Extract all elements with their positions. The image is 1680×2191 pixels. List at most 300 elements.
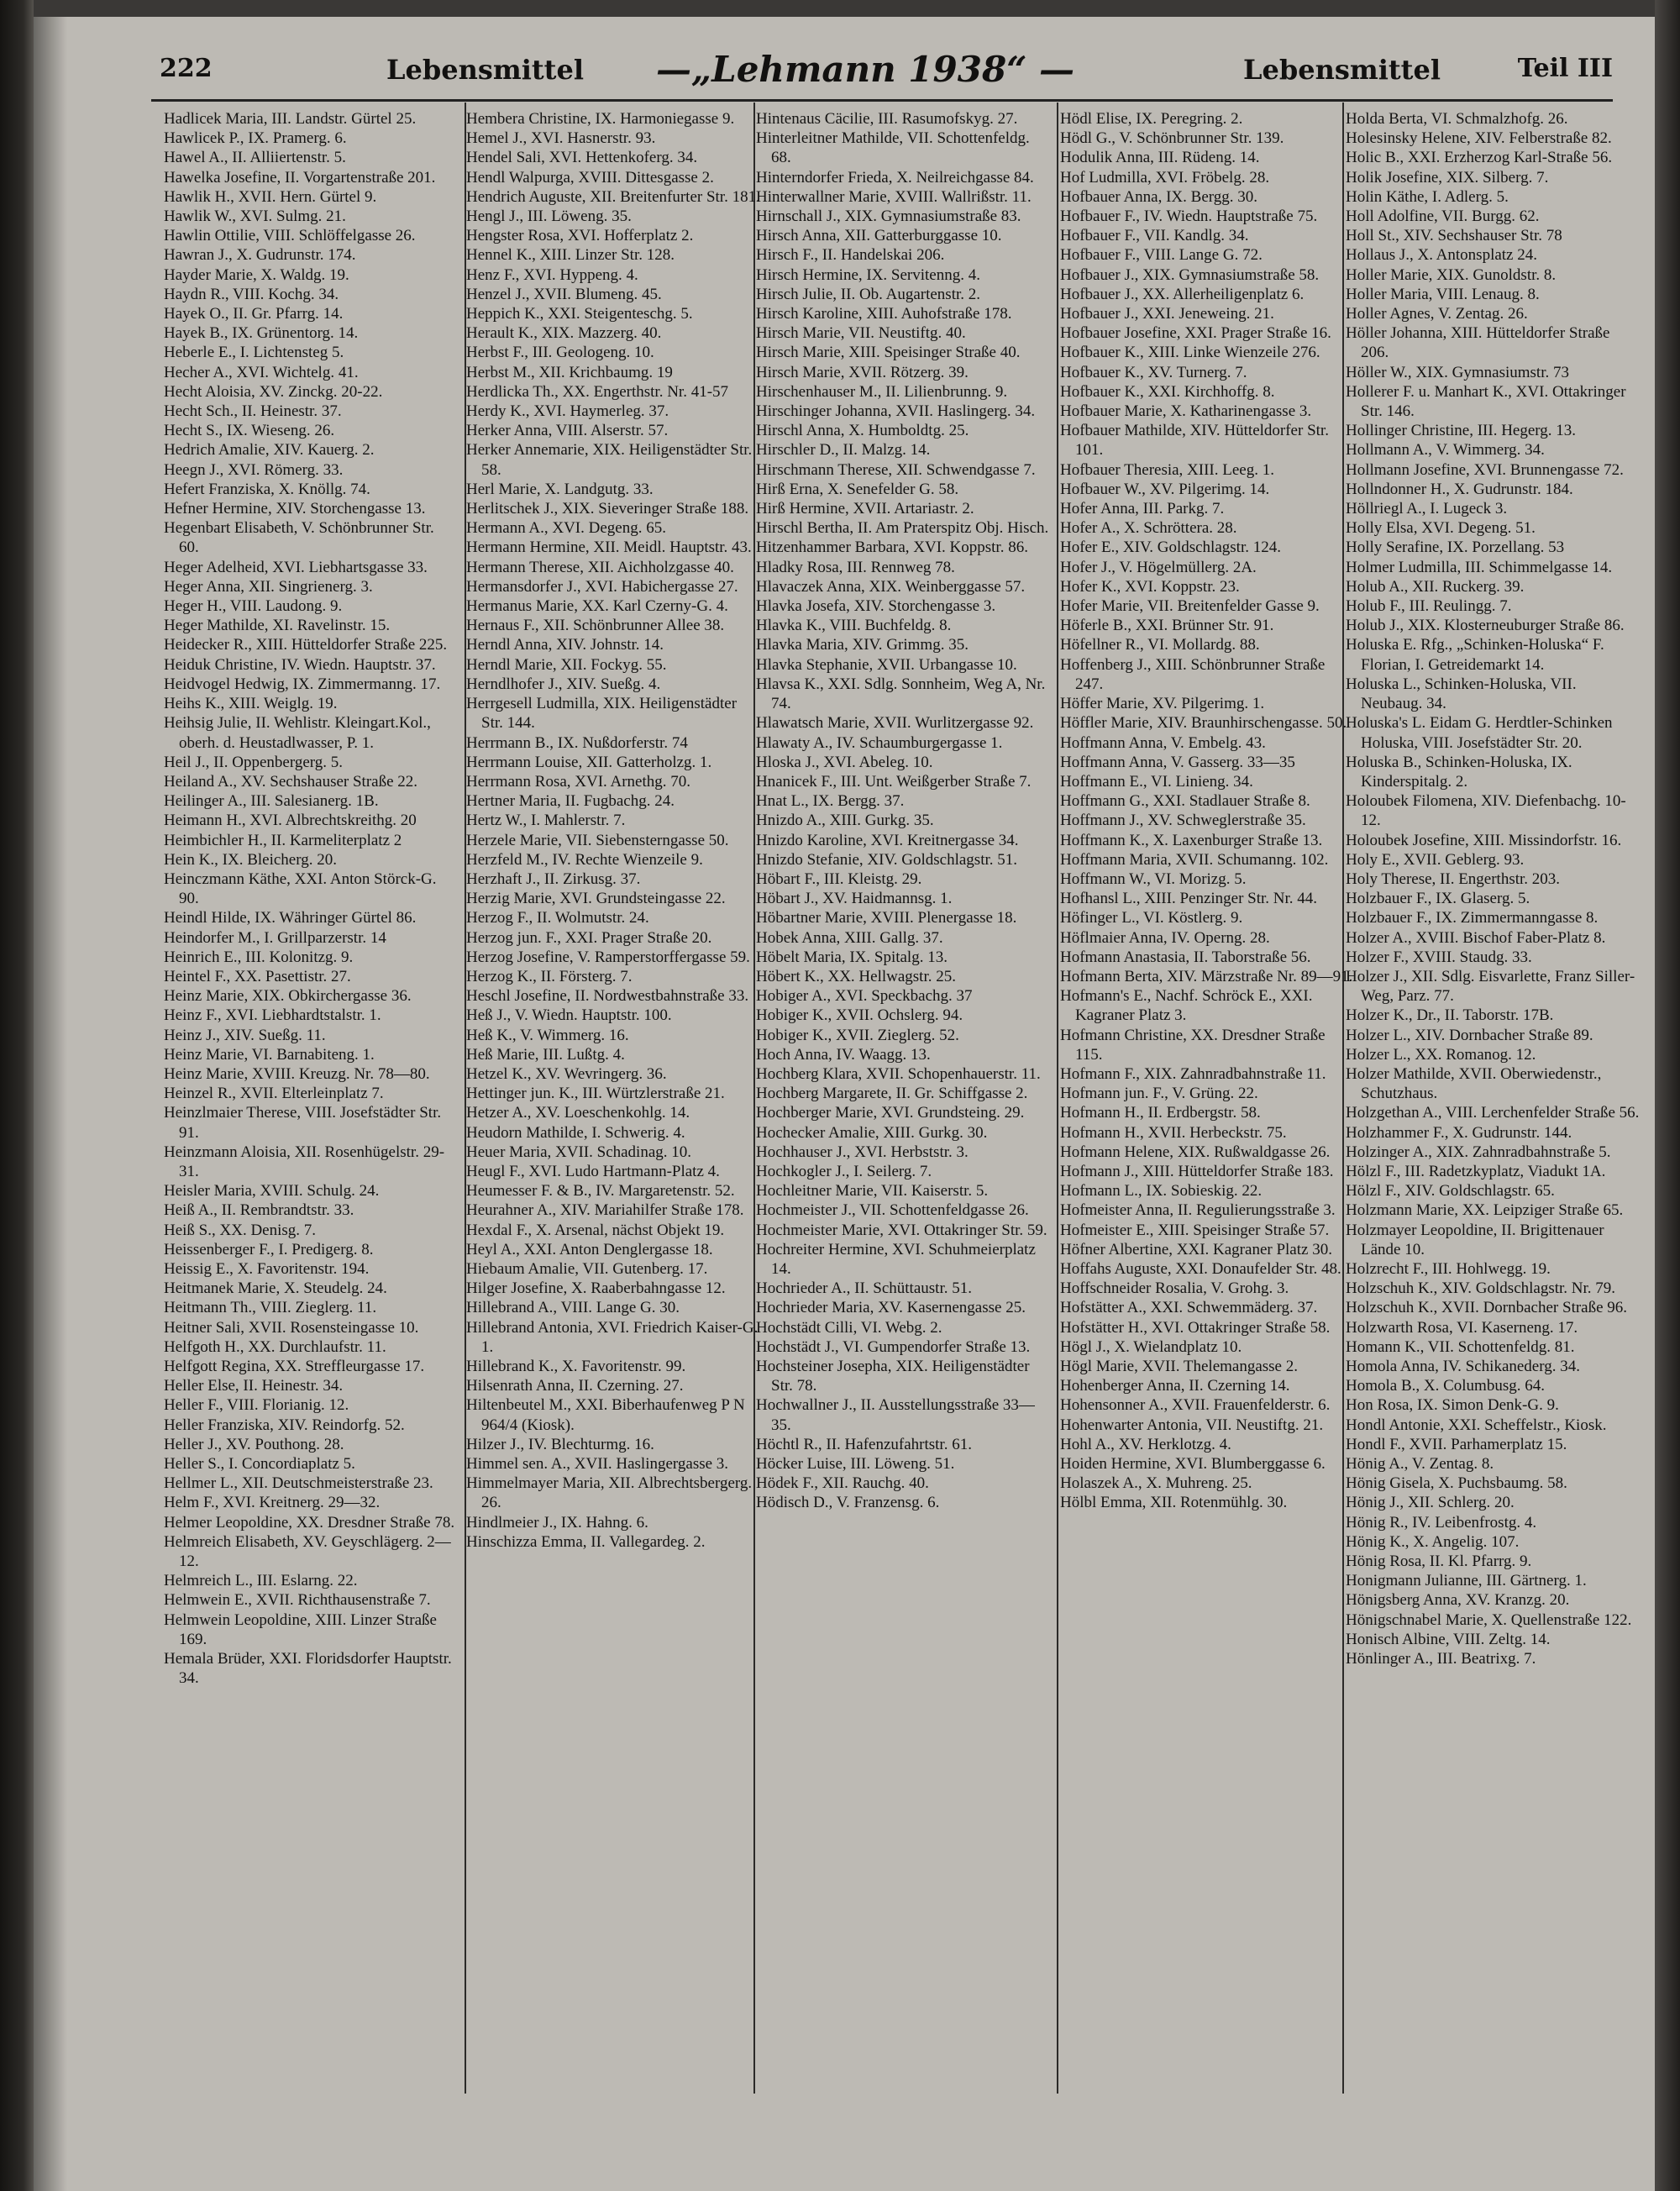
directory-entry: Hobiger A., XVI. Speckbachg. 37: [756, 987, 973, 1006]
directory-entry: Herzele Marie, VII. Siebensterngasse 50.: [466, 831, 729, 849]
directory-entry: Hönig K., X. Angelig. 107.: [1346, 1532, 1520, 1551]
directory-entry: Heidecker R., XIII. Hütteldorfer Straße 225.: [164, 636, 448, 654]
directory-entry: Heinzlmaier Therese, VIII. Josefstädter Str. 91.: [164, 1104, 442, 1142]
directory-entry: Högl Marie, XVII. Thelemangasse 2.: [1060, 1358, 1298, 1375]
directory-entry: Hirschmann Therese, XII. Schwendgasse 7.: [756, 460, 1036, 479]
directory-entry: Hofer Anna, III. Parkg. 7.: [1060, 500, 1225, 518]
directory-entry: Höbelt Maria, IX. Spitalg. 13.: [756, 948, 948, 966]
directory-entry: Hendl Walpurga, XVIII. Dittesgasse 2.: [466, 168, 714, 187]
directory-entry: Hobiger K., XVII. Ochslerg. 94.: [756, 1006, 963, 1025]
directory-entry: Heindorfer M., I. Grillparzerstr. 14: [164, 928, 386, 947]
directory-entry: Hofbauer Josefine, XXI. Prager Straße 16.: [1060, 324, 1331, 343]
directory-entry: Heihsig Julie, II. Wehlistr. Kleingart.Kol., oberh. d. Heustadlwasser, P. 1.: [164, 714, 431, 752]
directory-entry: Hilzer J., IV. Blechturmg. 16.: [466, 1435, 654, 1453]
directory-entry: Hofmann's E., Nachf. Schröck E., XXI. Kagraner Platz 3.: [1060, 987, 1313, 1025]
directory-entry: Hlavaczek Anna, XIX. Weinberggasse 57.: [756, 577, 1026, 596]
directory-entry: Holzmayer Leopoldine, II. Brigittenauer Lände 10.: [1346, 1221, 1604, 1258]
directory-entry: Hirsch Marie, VII. Neustiftg. 40.: [756, 324, 966, 343]
directory-entry: Holuska L., Schinken-Holuska, VII. Neubaug. 34.: [1346, 675, 1577, 713]
section-label: Teil III: [1517, 54, 1613, 83]
directory-entry: Hölbl Emma, XII. Rotenmühlg. 30.: [1060, 1494, 1288, 1512]
directory-entry: Hillebrand K., X. Favoritenstr. 99.: [466, 1358, 686, 1375]
directory-entry: Hettinger jun. K., III. Würtzlerstraße 21.: [466, 1085, 725, 1103]
directory-entry: Hönigsberg Anna, XV. Kranzg. 20.: [1346, 1591, 1570, 1610]
directory-entry: Höflmaier Anna, IV. Operng. 28.: [1060, 928, 1270, 947]
directory-entry: Hofer A., X. Schröttera. 28.: [1060, 519, 1237, 538]
directory-entry: Hendrich Auguste, XII. Breitenfurter Str. 181.: [466, 187, 760, 206]
directory-entry: Holler Marie, XIX. Gunoldstr. 8.: [1346, 265, 1557, 284]
directory-entry: Hofmeister E., XIII. Speisinger Straße 57.: [1060, 1221, 1330, 1239]
directory-entry: Herlitschek J., XIX. Sieveringer Straße 188.: [466, 500, 749, 518]
directory-entry: Holub F., III. Reulingg. 7.: [1346, 597, 1512, 616]
directory-entry: Holy Therese, II. Engerthstr. 203.: [1346, 870, 1561, 888]
directory-entry: Hendel Sali, XVI. Hettenkoferg. 34.: [466, 149, 698, 167]
directory-entry: Heinzmann Aloisia, XII. Rosenhügelstr. 29-31.: [164, 1143, 445, 1180]
directory-entry: Hofbauer K., XIII. Linke Wienzeile 276.: [1060, 344, 1320, 362]
directory-entry: Hollmann Josefine, XVI. Brunnengasse 72.: [1346, 460, 1624, 479]
directory-entry: Heller Franziska, XIV. Reindorfg. 52.: [164, 1416, 405, 1434]
directory-entry: Hollinger Christine, III. Hegerg. 13.: [1346, 422, 1577, 440]
directory-entry: Hondl Antonie, XXI. Scheffelstr., Kiosk.: [1346, 1416, 1607, 1434]
directory-entry: Hoffmann J., XV. Schweglerstraße 35.: [1060, 812, 1306, 830]
directory-entry: Hoffschneider Rosalia, V. Grohg. 3.: [1060, 1279, 1289, 1298]
directory-entry: Hofbauer Marie, X. Katharinengasse 3.: [1060, 402, 1312, 421]
directory-entry: Hiebaum Amalie, VII. Gutenberg. 17.: [466, 1259, 708, 1278]
directory-entry: Hödl G., V. Schönbrunner Str. 139.: [1060, 129, 1284, 148]
directory-entry: Hofstätter A., XXI. Schwemmäderg. 37.: [1060, 1299, 1318, 1317]
directory-entry: Hönig Rosa, II. Kl. Pfarrg. 9.: [1346, 1553, 1532, 1571]
directory-entry: Heinz Marie, VI. Barnabiteng. 1.: [164, 1045, 375, 1064]
right-running-title: Lebensmittel: [1243, 54, 1441, 86]
directory-entry: Holzer L., XIV. Dornbacher Straße 89.: [1346, 1026, 1593, 1044]
directory-entry: Homola B., X. Columbusg. 64.: [1346, 1377, 1545, 1395]
directory-entry: Höfellner R., VI. Mollardg. 88.: [1060, 636, 1260, 654]
directory-entry: Heinrich E., III. Kolonitzg. 9.: [164, 948, 354, 966]
directory-entry: Hofer Marie, VII. Breitenfelder Gasse 9.: [1060, 597, 1320, 616]
directory-entry: Hawran J., X. Gudrunstr. 174.: [164, 246, 356, 265]
directory-entry: Hofmann jun. F., V. Grüng. 22.: [1060, 1085, 1258, 1103]
directory-entry: Heitmanek Marie, X. Steudelg. 24.: [164, 1279, 387, 1298]
directory-entry: Heß Marie, III. Lußtg. 4.: [466, 1045, 625, 1064]
directory-entry: Holaszek A., X. Muhreng. 25.: [1060, 1474, 1252, 1493]
directory-entry: Hölzl F., III. Radetzkyplatz, Viadukt 1A.: [1346, 1162, 1606, 1180]
directory-entry: Hetzel K., XV. Wevringerg. 36.: [466, 1064, 667, 1083]
directory-entry: Hochstädt J., VI. Gumpendorfer Straße 13.: [756, 1337, 1031, 1356]
directory-entry: Hofbauer J., XXI. Jeneweing. 21.: [1060, 305, 1274, 323]
directory-entry: Hoiden Hermine, XVI. Blumberggasse 6.: [1060, 1455, 1326, 1474]
directory-entry: Holik Josefine, XIX. Silberg. 7.: [1346, 168, 1549, 187]
directory-entry: Heilinger A., III. Salesianerg. 1B.: [164, 792, 379, 811]
directory-entry: Homola Anna, IV. Schikanederg. 34.: [1346, 1358, 1580, 1375]
directory-entry: Holler Maria, VIII. Lenaug. 8.: [1346, 285, 1540, 303]
directory-entry: Hayek B., IX. Grünentorg. 14.: [164, 324, 359, 343]
column-5: [1346, 109, 1640, 1668]
directory-entry: Herrgesell Ludmilla, XIX. Heiligenstädter Str. 144.: [466, 695, 738, 733]
directory-entry: Hofmann F., XIX. Zahnradbahnstraße 11.: [1060, 1064, 1326, 1083]
directory-entry: Hoffmann W., VI. Morizg. 5.: [1060, 870, 1247, 888]
directory-entry: Hollndonner H., X. Gudrunstr. 184.: [1346, 480, 1573, 498]
directory-entry: Hofmann H., XVII. Herbeckstr. 75.: [1060, 1123, 1287, 1142]
directory-entry: Hönigschnabel Marie, X. Quellenstraße 122.: [1346, 1610, 1632, 1629]
directory-entry: Holda Berta, VI. Schmalzhofg. 26.: [1346, 110, 1568, 128]
directory-entry: Herrmann B., IX. Nußdorferstr. 74: [466, 733, 688, 752]
directory-entry: Hönig J., XII. Schlerg. 20.: [1346, 1494, 1515, 1512]
directory-entry: Hochecker Amalie, XIII. Gurkg. 30.: [756, 1123, 988, 1142]
directory-entry: Hertner Maria, II. Fugbachg. 24.: [466, 792, 675, 811]
directory-entry: Hexdal F., X. Arsenal, nächst Objekt 19.: [466, 1221, 725, 1239]
directory-entry: Hofbauer Mathilde, XIV. Hütteldorfer Str. 101.: [1060, 422, 1329, 460]
directory-entry: Hofbauer Theresia, XIII. Leeg. 1.: [1060, 460, 1274, 479]
directory-entry: Hödisch D., V. Franzensg. 6.: [756, 1494, 940, 1512]
directory-entry: Heiß A., II. Rembrandtstr. 33.: [164, 1201, 354, 1220]
directory-entry: Hofmann L., IX. Sobieskig. 22.: [1060, 1182, 1263, 1201]
directory-entry: Heisler Maria, XVIII. Schulg. 24.: [164, 1182, 380, 1201]
directory-entry: Hayek O., II. Gr. Pfarrg. 14.: [164, 305, 344, 323]
directory-entry: Hofer J., V. Högelmüllerg. 2A.: [1060, 558, 1257, 576]
directory-entry: Hlavsa K., XXI. Sdlg. Sonnheim, Weg A, Nr. 74.: [756, 675, 1046, 713]
directory-entry: Hegenbart Elisabeth, V. Schönbrunner Str. 60.: [164, 519, 434, 557]
directory-entry: Holesinsky Helene, XIV. Felberstraße 82.: [1346, 129, 1612, 148]
directory-entry: Heller Else, II. Heinestr. 34.: [164, 1377, 344, 1395]
directory-entry: Hödl Elise, IX. Peregring. 2.: [1060, 110, 1243, 128]
directory-entry: Hoffmann E., VI. Linieng. 34.: [1060, 772, 1253, 791]
directory-entry: Holzer L., XX. Romanog. 12.: [1346, 1045, 1536, 1064]
directory-entry: Heger H., VIII. Laudong. 9.: [164, 597, 343, 616]
directory-entry: Holzer J., XII. Sdlg. Eisvarlette, Franz Siller-Weg, Parz. 77.: [1346, 967, 1635, 1006]
directory-entry: Holly Elsa, XVI. Degeng. 51.: [1346, 519, 1536, 538]
directory-entry: Hoffahs Auguste, XXI. Donaufelder Str. 48.: [1060, 1259, 1341, 1278]
directory-entry: Holin Käthe, I. Adlerg. 5.: [1346, 187, 1509, 206]
directory-entry: Hecht Aloisia, XV. Zinckg. 20-22.: [164, 382, 383, 401]
directory-entry: Hofmeister Anna, II. Regulierungsstraße 3.: [1060, 1201, 1336, 1220]
directory-entry: Heintel F., XX. Pasettistr. 27.: [164, 967, 351, 985]
directory-entry: Herrmann Rosa, XVI. Arnethg. 70.: [466, 772, 691, 791]
directory-entry: Hochberg Klara, XVII. Schopenhauerstr. 11.: [756, 1064, 1041, 1083]
directory-entry: Hönig Gisela, X. Puchsbaumg. 58.: [1346, 1474, 1567, 1493]
directory-entry: Holmer Ludmilla, III. Schimmelgasse 14.: [1346, 558, 1613, 576]
directory-entry: Hemel J., XVI. Hasnerstr. 93.: [466, 129, 656, 148]
directory-entry: Hirsch Karoline, XIII. Auhofstraße 178.: [756, 305, 1012, 323]
directory-entry: Hermann Therese, XII. Aichholzgasse 40.: [466, 558, 734, 576]
directory-entry: Herzog Josefine, V. Ramperstorffergasse 59.: [466, 948, 750, 966]
directory-entry: Höfinger L., VI. Köstlerg. 9.: [1060, 909, 1243, 927]
directory-entry: Höllriegl A., I. Lugeck 3.: [1346, 500, 1508, 518]
directory-entry: Hofbauer F., IV. Wiedn. Hauptstraße 75.: [1060, 208, 1318, 226]
directory-entry: Hedrich Amalie, XIV. Kauerg. 2.: [164, 441, 375, 460]
directory-entry: Hobiger K., XVII. Zieglerg. 52.: [756, 1026, 959, 1044]
directory-entry: Heil J., II. Oppenbergerg. 5.: [164, 753, 343, 771]
directory-entry: Höffer Marie, XV. Pilgerimg. 1.: [1060, 695, 1265, 713]
directory-entry: Hollaus J., X. Antonsplatz 24.: [1346, 246, 1537, 265]
directory-entry: Herbst F., III. Geologeng. 10.: [466, 344, 654, 362]
directory-entry: Helm F., XVI. Kreitnerg. 29—32.: [164, 1494, 381, 1512]
directory-entry: Hindlmeier J., IX. Hahng. 6.: [466, 1513, 648, 1532]
directory-entry: Heegn J., XVI. Römerg. 33.: [164, 460, 344, 479]
directory-entry: Högl J., X. Wielandplatz 10.: [1060, 1337, 1242, 1356]
directory-entry: Herzig Marie, XVI. Grundsteingasse 22.: [466, 890, 726, 908]
directory-entry: Hawel A., II. Alliiertenstr. 5.: [164, 149, 346, 167]
directory-entry: Helmwein E., XVII. Richthausenstraße 7.: [164, 1591, 431, 1610]
directory-entry: Heissenberger F., I. Predigerg. 8.: [164, 1240, 374, 1258]
directory-entry: Heger Mathilde, XI. Ravelinstr. 15.: [164, 617, 391, 635]
directory-entry: Holy E., XVII. Geblerg. 93.: [1346, 850, 1525, 869]
directory-entry: Holzinger A., XIX. Zahnradbahnstraße 5.: [1346, 1143, 1611, 1161]
directory-entry: Heimbichler H., II. Karmeliterplatz 2: [164, 831, 402, 849]
directory-entry: Hirsch Julie, II. Ob. Augartenstr. 2.: [756, 285, 981, 303]
page-header: [126, 49, 1613, 99]
directory-entry: Hillebrand A., VIII. Lange G. 30.: [466, 1299, 680, 1317]
directory-entry: Hoffmann Maria, XVII. Schumanng. 102.: [1060, 850, 1329, 869]
directory-entry: Hoffenberg J., XIII. Schönbrunner Straße 247.: [1060, 655, 1326, 693]
directory-entry: Höbart F., III. Kleistg. 29.: [756, 870, 922, 888]
directory-entry: Hirsch Hermine, IX. Servitenng. 4.: [756, 265, 980, 284]
directory-entry: Heurahner A., XIV. Mariahilfer Straße 178.: [466, 1201, 744, 1220]
directory-entry: Hirsch Anna, XII. Gatterburggasse 10.: [756, 227, 1002, 245]
directory-entry: Höcker Luise, III. Löweng. 51.: [756, 1455, 955, 1474]
directory-entry: Hecher A., XVI. Wichtelg. 41.: [164, 363, 359, 381]
directory-entry: Herzog K., II. Försterg. 7.: [466, 967, 633, 985]
directory-entry: Heuer Maria, XVII. Schadinag. 10.: [466, 1143, 692, 1161]
column-1: [164, 109, 458, 1688]
directory-entry: Hermanus Marie, XX. Karl Czerny-G. 4.: [466, 597, 728, 616]
directory-entry: Herbst M., XII. Krichbaumg. 19: [466, 363, 673, 381]
directory-entry: Heinzel R., XVII. Elterleinplatz 7.: [164, 1085, 384, 1103]
directory-entry: Heindl Hilde, IX. Währinger Gürtel 86.: [164, 909, 417, 927]
column-4: [1060, 109, 1354, 1513]
directory-entry: Heger Adelheid, XVI. Liebhartsgasse 33.: [164, 558, 428, 576]
directory-entry: Hinterleitner Mathilde, VII. Schottenfeldg. 68.: [756, 129, 1030, 167]
directory-entry: Höferle B., XXI. Brünner Str. 91.: [1060, 617, 1274, 635]
directory-entry: Hlavka Maria, XIV. Grimmg. 35.: [756, 636, 969, 654]
directory-entry: Hofbauer K., XXI. Kirchhoffg. 8.: [1060, 382, 1275, 401]
center-title: —„Lehmann 1938“ —: [656, 49, 1074, 90]
directory-entry: Hermansdorfer J., XVI. Habichergasse 27.: [466, 577, 738, 596]
directory-entry: Hladky Rosa, III. Rennweg 78.: [756, 558, 955, 576]
directory-entry: Hofmann J., XIII. Hütteldorfer Straße 183.: [1060, 1162, 1334, 1180]
directory-entry: Hinschizza Emma, II. Vallegardeg. 2.: [466, 1532, 706, 1551]
directory-entry: Hawelka Josefine, II. Vorgartenstraße 201.: [164, 168, 436, 187]
directory-entry: Hoffmann K., X. Laxenburger Straße 13.: [1060, 831, 1323, 849]
directory-entry: Hofbauer K., XV. Turnerg. 7.: [1060, 363, 1247, 381]
directory-entry: Heß J., V. Wiedn. Hauptstr. 100.: [466, 1006, 672, 1025]
directory-entry: Heinz Marie, XIX. Obkirchergasse 36.: [164, 987, 412, 1006]
directory-entry: Hofer K., XVI. Koppstr. 23.: [1060, 577, 1240, 596]
directory-entry: Hirß Hermine, XVII. Artariastr. 2.: [756, 500, 974, 518]
directory-entry: Heschl Josefine, II. Nordwestbahnstraße 33.: [466, 987, 749, 1006]
directory-entry: Helfgott Regina, XX. Streffleurgasse 17.: [164, 1358, 425, 1375]
directory-entry: Hitzenhammer Barbara, XVI. Koppstr. 86.: [756, 539, 1028, 557]
page-edge-shadow: [1655, 0, 1680, 2191]
directory-entry: Homann K., VII. Schottenfeldg. 81.: [1346, 1337, 1575, 1356]
directory-entry: Hofbauer J., XIX. Gymnasiumstraße 58.: [1060, 265, 1320, 284]
column-2: [466, 109, 760, 1552]
directory-entry: Hoffmann G., XXI. Stadlauer Straße 8.: [1060, 792, 1310, 811]
directory-entry: Heudorn Mathilde, I. Schwerig. 4.: [466, 1123, 685, 1142]
directory-entry: Heß K., V. Wimmerg. 16.: [466, 1026, 629, 1044]
directory-entry: Heyl A., XXI. Anton Denglergasse 18.: [466, 1240, 713, 1258]
directory-entry: Holzer A., XVIII. Bischof Faber-Platz 8.: [1346, 928, 1606, 947]
directory-entry: Hofbauer F., VIII. Lange G. 72.: [1060, 246, 1263, 265]
directory-entry: Hembera Christine, IX. Harmoniegasse 9.: [466, 110, 735, 128]
directory-entry: Holzer K., Dr., II. Taborstr. 17B.: [1346, 1006, 1554, 1025]
directory-entry: Höller Johanna, XIII. Hütteldorfer Straße 206.: [1346, 324, 1610, 362]
directory-entry: Höffler Marie, XIV. Braunhirschengasse. 50.: [1060, 714, 1347, 733]
directory-entry: Hochreiter Hermine, XVI. Schuhmeierplatz 14.: [756, 1240, 1036, 1278]
directory-entry: Holzhammer F., X. Gudrunstr. 144.: [1346, 1123, 1572, 1142]
directory-entry: Hochstädt Cilli, VI. Webg. 2.: [756, 1318, 942, 1337]
directory-entry: Holoubek Filomena, XIV. Diefenbachg. 10-12.: [1346, 792, 1626, 830]
directory-entry: Himmelmayer Maria, XII. Albrechtsbergerg. 26.: [466, 1474, 753, 1512]
directory-entry: Hochmeister Marie, XVI. Ottakringer Str. 59.: [756, 1221, 1047, 1239]
directory-entry: Holzwarth Rosa, VI. Kaserneng. 17.: [1346, 1318, 1578, 1337]
directory-entry: Herzfeld M., IV. Rechte Wienzeile 9.: [466, 850, 703, 869]
directory-entry: Henz F., XVI. Hyppeng. 4.: [466, 265, 638, 284]
directory-entry: Hochberger Marie, XVI. Grundsteing. 29.: [756, 1104, 1025, 1122]
directory-entry: Heiß S., XX. Denisg. 7.: [164, 1221, 317, 1239]
directory-entry: Holzer F., XVIII. Staudg. 33.: [1346, 948, 1532, 966]
directory-entry: Holuska's L. Eidam G. Herdtler-Schinken Holuska, VIII. Josefstädter Str. 20.: [1346, 714, 1613, 752]
directory-entry: Hadlicek Maria, III. Landstr. Gürtel 25.: [164, 110, 417, 128]
directory-entry: Holzbauer F., IX. Zimmermanngasse 8.: [1346, 909, 1599, 927]
directory-entry: Hirß Erna, X. Senefelder G. 58.: [756, 480, 959, 498]
directory-entry: Hollmann A., V. Wimmerg. 34.: [1346, 441, 1545, 460]
directory-entry: Himmel sen. A., XVII. Haslingergasse 3.: [466, 1455, 729, 1474]
directory-entry: Heberle E., I. Lichtensteg 5.: [164, 344, 344, 362]
directory-entry: Hefert Franziska, X. Knöllg. 74.: [164, 480, 370, 498]
book-binding-shadow: [0, 0, 34, 2191]
directory-entry: Hawlin Ottilie, VIII. Schlöffelgasse 26.: [164, 227, 416, 245]
directory-entry: Holzmann Marie, XX. Leipziger Straße 65.: [1346, 1201, 1624, 1220]
directory-entry: Höbartner Marie, XVIII. Plenergasse 18.: [756, 909, 1017, 927]
directory-entry: Herdlicka Th., XX. Engerthstr. Nr. 41-57: [466, 382, 729, 401]
directory-entry: Hofmann Anastasia, II. Taborstraße 56.: [1060, 948, 1311, 966]
directory-entry: Hoch Anna, IV. Waagg. 13.: [756, 1045, 931, 1064]
directory-entry: Hecht S., IX. Wieseng. 26.: [164, 422, 335, 440]
directory-entry: Hirschl Anna, X. Humboldtg. 25.: [756, 422, 969, 440]
directory-entry: Holzbauer F., IX. Glaserg. 5.: [1346, 890, 1530, 908]
directory-entry: Hlavka K., VIII. Buchfeldg. 8.: [756, 617, 952, 635]
directory-entry: Hnizdo Stefanie, XIV. Goldschlagstr. 51.: [756, 850, 1017, 869]
directory-entry: Heller S., I. Concordiaplatz 5.: [164, 1455, 355, 1474]
directory-entry: Hernaus F., XII. Schönbrunner Allee 38.: [466, 617, 725, 635]
directory-entry: Hochwallner J., II. Ausstellungsstraße 33—35.: [756, 1396, 1035, 1434]
directory-entry: Haydn R., VIII. Kochg. 34.: [164, 285, 339, 303]
directory-entry: Heiland A., XV. Sechshauser Straße 22.: [164, 772, 418, 791]
directory-entry: Hochrieder A., II. Schüttaustr. 51.: [756, 1279, 972, 1298]
directory-entry: Hochmeister J., VII. Schottenfeldgasse 26.: [756, 1201, 1029, 1220]
directory-entry: Holub A., XII. Ruckerg. 39.: [1346, 577, 1525, 596]
directory-entry: Holzrecht F., III. Hohlwegg. 19.: [1346, 1259, 1551, 1278]
directory-entry: Höller W., XIX. Gymnasiumstr. 73: [1346, 363, 1569, 381]
directory-entry: Hohenwarter Antonia, VII. Neustiftg. 21.: [1060, 1416, 1324, 1434]
directory-entry: Herrmann Louise, XII. Gatterholzg. 1.: [466, 753, 712, 771]
directory-entry: Heinczmann Käthe, XXI. Anton Störck-G. 90.: [164, 870, 437, 908]
directory-entry: Herndlhofer J., XIV. Sueßg. 4.: [466, 675, 661, 693]
directory-entry: Holzer Mathilde, XVII. Oberwiedenstr., Schutzhaus.: [1346, 1064, 1602, 1103]
directory-entry: Helfgoth H., XX. Durchlaufstr. 11.: [164, 1337, 386, 1356]
directory-entry: Höfner Albertine, XXI. Kagraner Platz 30.: [1060, 1240, 1332, 1258]
page-number: 222: [160, 54, 213, 83]
directory-entry: Hochhauser J., XVI. Herbststr. 3.: [756, 1143, 969, 1161]
directory-entry: Heller F., VIII. Florianig. 12.: [164, 1396, 349, 1415]
directory-entry: Herzog jun. F., XXI. Prager Straße 20.: [466, 928, 712, 947]
directory-entry: Hofbauer Anna, IX. Bergg. 30.: [1060, 187, 1257, 206]
directory-entry: Herker Annemarie, XIX. Heiligenstädter Str. 58.: [466, 441, 753, 479]
directory-entry: Hofbauer F., VII. Kandlg. 34.: [1060, 227, 1249, 245]
directory-entry: Hofbauer W., XV. Pilgerimg. 14.: [1060, 480, 1270, 498]
directory-entry: Hohl A., XV. Herklotzg. 4.: [1060, 1435, 1231, 1453]
directory-entry: Herdy K., XVI. Haymerleg. 37.: [466, 402, 669, 421]
directory-entry: Hofmann Helene, XIX. Rußwaldgasse 26.: [1060, 1143, 1331, 1161]
directory-entry: Hochberg Margarete, II. Gr. Schiffgasse 2.: [756, 1085, 1028, 1103]
directory-entry: Hengster Rosa, XVI. Hofferplatz 2.: [466, 227, 694, 245]
directory-entry: Hohenberger Anna, II. Czerning 14.: [1060, 1377, 1290, 1395]
directory-entry: Hof Ludmilla, XVI. Fröbelg. 28.: [1060, 168, 1270, 187]
directory-entry: Holic B., XXI. Erzherzog Karl-Straße 56.: [1346, 149, 1613, 167]
directory-entry: Hobek Anna, XIII. Gallg. 37.: [756, 928, 943, 947]
directory-entry: Hochleitner Marie, VII. Kaiserstr. 5.: [756, 1182, 989, 1201]
directory-entry: Hohensonner A., XVII. Frauenfelderstr. 6.: [1060, 1396, 1331, 1415]
directory-entry: Hofbauer J., XX. Allerheiligenplatz 6.: [1060, 285, 1305, 303]
directory-entry: Heinz Marie, XVIII. Kreuzg. Nr. 78—80.: [164, 1064, 430, 1083]
directory-entry: Hellmer L., XII. Deutschmeisterstraße 23.: [164, 1474, 433, 1493]
directory-entry: Heitner Sali, XVII. Rosensteingasse 10.: [164, 1318, 419, 1337]
directory-entry: Hnizdo Karoline, XVI. Kreitnergasse 34.: [756, 831, 1019, 849]
directory-entry: Holub J., XIX. Klosterneuburger Straße 86.: [1346, 617, 1625, 635]
directory-entry: Hirsch F., II. Handelskai 206.: [756, 246, 945, 265]
directory-entry: Hlavka Stephanie, XVII. Urbangasse 10.: [756, 655, 1017, 674]
directory-entry: Heugl F., XVI. Ludo Hartmann-Platz 4.: [466, 1162, 720, 1180]
header-rule: [151, 99, 1613, 102]
directory-entry: Hofmann Christine, XX. Dresdner Straße 115.: [1060, 1026, 1326, 1064]
directory-entry: Hertz W., I. Mahlerstr. 7.: [466, 812, 626, 830]
directory-entry: Hefner Hermine, XIV. Storchengasse 13.: [164, 500, 426, 518]
directory-entry: Hinterndorfer Frieda, X. Neilreichgasse 84.: [756, 168, 1034, 187]
directory-entry: Hlavka Josefa, XIV. Storchengasse 3.: [756, 597, 996, 616]
directory-entry: Hennel K., XIII. Linzer Str. 128.: [466, 246, 675, 265]
directory-entry: Holler Agnes, V. Zentag. 26.: [1346, 305, 1528, 323]
directory-entry: Holl St., XIV. Sechshauser Str. 78: [1346, 227, 1562, 245]
directory-entry: Hemala Brüder, XXI. Floridsdorfer Hauptstr. 34.: [164, 1650, 452, 1688]
directory-entry: Hloska J., XVI. Abeleg. 10.: [756, 753, 933, 771]
directory-entry: Hecht Sch., II. Heinestr. 37.: [164, 402, 342, 421]
directory-entry: Heinz J., XIV. Sueßg. 11.: [164, 1026, 326, 1044]
directory-entry: Honisch Albine, VIII. Zeltg. 14.: [1346, 1630, 1551, 1648]
directory-entry: Hnanicek F., III. Unt. Weißgerber Straße 7.: [756, 772, 1032, 791]
directory-entry: Hilsenrath Anna, II. Czerning. 27.: [466, 1377, 684, 1395]
directory-entry: Helmer Leopoldine, XX. Dresdner Straße 78.: [164, 1513, 455, 1532]
directory-entry: Helmreich Elisabeth, XV. Geyschlägerg. 2—12.: [164, 1532, 451, 1571]
directory-entry: Hnat L., IX. Bergg. 37.: [756, 792, 905, 811]
directory-entry: Heiduk Christine, IV. Wiedn. Hauptstr. 37.: [164, 655, 436, 674]
directory-entry: Hengl J., III. Löweng. 35.: [466, 208, 632, 226]
directory-entry: Hnizdo A., XIII. Gurkg. 35.: [756, 812, 934, 830]
directory-entry: Hawlik W., XVI. Sulmg. 21.: [164, 208, 346, 226]
directory-entry: Helmwein Leopoldine, XIII. Linzer Straße 169.: [164, 1610, 437, 1648]
directory-entry: Hödek F., XII. Rauchg. 40.: [756, 1474, 929, 1493]
directory-entry: Herndl Marie, XII. Fockyg. 55.: [466, 655, 667, 674]
directory-entry: Hawlik H., XVII. Hern. Gürtel 9.: [164, 187, 377, 206]
directory-entry: Hermann A., XVI. Degeng. 65.: [466, 519, 666, 538]
directory-entry: Höbart J., XV. Haidmannsg. 1.: [756, 890, 953, 908]
directory-entry: Hondl F., XVII. Parhamerplatz 15.: [1346, 1435, 1567, 1453]
directory-entry: Höchtl R., II. Hafenzufahrtstr. 61.: [756, 1435, 972, 1453]
directory-entry: Hawlicek P., IX. Pramerg. 6.: [164, 129, 347, 148]
directory-entry: Heitmann Th., VIII. Zieglerg. 11.: [164, 1299, 377, 1317]
directory-entry: Hirschler D., II. Malzg. 14.: [756, 441, 931, 460]
directory-entry: Hetzer A., XV. Loeschenkohlg. 14.: [466, 1104, 690, 1122]
directory-entry: Höbert K., XX. Hellwagstr. 25.: [756, 967, 956, 985]
